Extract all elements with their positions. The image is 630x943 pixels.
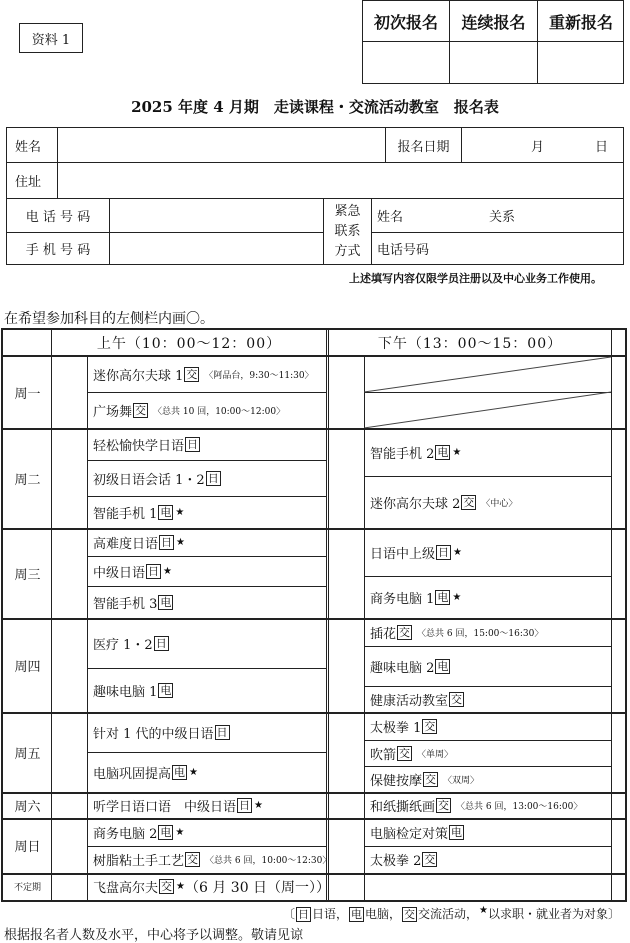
course-note: 〈单周〉 (417, 749, 454, 760)
pm-select-cell[interactable] (329, 766, 364, 792)
job-seeker-star-icon: ★ (254, 799, 263, 811)
course-name: 迷你高尔夫球 2 (370, 496, 461, 512)
category-tag-icon: 电 (437, 445, 449, 459)
emergency-label-2: 联系 (334, 223, 361, 239)
footer-note: 根据报名者人数及水平，中心将予以调整。敬请见谅 (4, 928, 304, 943)
reg-type-first: 初次报名 (373, 12, 438, 32)
name-input[interactable] (58, 128, 385, 162)
course-name: 广场舞 (93, 404, 133, 420)
course-name: 听学日语口语 中级日语 (93, 799, 237, 815)
course-name: 迷你高尔夫球 1 (93, 369, 184, 384)
no-class-slash (364, 357, 611, 428)
am-select-cell[interactable] (52, 668, 87, 712)
category-tag-icon: 交 (424, 719, 436, 733)
category-tag-icon: 日 (187, 437, 199, 451)
job-seeker-star-icon: ★ (175, 826, 185, 838)
category-tag-icon: 交 (187, 853, 199, 866)
address-label: 住址 (15, 175, 42, 190)
phone-label: 电 话 号 码 (25, 210, 91, 225)
course-item (93, 668, 324, 712)
category-tag-icon: 电 (160, 683, 172, 697)
course-name: 飞盘高尔夫 (93, 881, 159, 896)
job-seeker-star-icon: ★ (189, 766, 198, 778)
mobile-label: 手 机 号 码 (25, 243, 91, 258)
day-label: 周一 (14, 387, 41, 402)
am-select-cell[interactable] (52, 460, 87, 496)
category-tag-icon: 交 (161, 880, 173, 893)
category-tag-icon: 交 (424, 853, 436, 866)
date-label: 报名日期 (397, 139, 450, 155)
legend-star-text: 以求职・就业者为对象 (487, 907, 608, 921)
job-seeker-star-icon: ★ (452, 446, 462, 458)
course-item (93, 556, 324, 586)
course-item (93, 586, 324, 618)
address-input[interactable] (58, 163, 623, 198)
category-tag-icon: 电 (160, 825, 172, 839)
category-tag-icon: 交 (135, 403, 147, 417)
registration-type-table (362, 0, 624, 84)
pm-select-cell[interactable] (329, 818, 364, 846)
course-note: 〈总共 6 回，10:00～12:30〉 (205, 856, 332, 866)
pm-select-cell[interactable] (329, 618, 364, 646)
legend: 〔 日 日语， 电 电脑， 交 交流活动，★以求职・就业者为对象〕 (282, 905, 620, 921)
category-tag-icon: 日 (161, 535, 173, 549)
legend-star-icon: ★ (479, 905, 488, 916)
pm-select-cell[interactable] (329, 712, 364, 740)
course-name: 智能手机 3 (93, 596, 158, 612)
pm-select-cell[interactable] (329, 646, 364, 686)
pm-select-cell[interactable] (329, 792, 364, 818)
category-tag-icon: 电 (437, 659, 449, 673)
job-seeker-star-icon: ★ (176, 536, 185, 548)
am-select-cell[interactable] (52, 428, 87, 460)
doc-label-text: 资料 1 (31, 32, 71, 48)
personal-info-form (6, 127, 624, 265)
course-item (370, 618, 609, 646)
em-relation-label: 关系 (489, 210, 516, 225)
course-item (370, 528, 609, 576)
course-name: 趣味电脑 1 (93, 684, 158, 700)
course-name: 中级日语 (93, 565, 146, 581)
category-tag-icon: 交 (186, 368, 198, 381)
course-name: 插花 (370, 626, 397, 642)
job-seeker-star-icon: ★ (452, 591, 462, 603)
course-note: （6 月 30 日（周一）） (184, 879, 331, 896)
instruction-text: 在希望参加科目的左侧栏内画〇。 (4, 311, 214, 327)
am-select-cell[interactable] (52, 496, 87, 528)
emergency-label-1: 紧急 (334, 203, 361, 219)
category-tag-icon: 交 (425, 772, 437, 786)
em-name-label: 姓名 (377, 210, 404, 225)
course-item (93, 357, 324, 392)
category-tag-icon: 交 (399, 746, 411, 760)
course-name: 商务电脑 1 (370, 591, 435, 607)
am-select-cell[interactable] (52, 873, 87, 900)
category-tag-icon: 电 (160, 505, 172, 519)
course-item (93, 392, 324, 428)
reg-type-continue: 连续报名 (461, 12, 526, 32)
reg-first-checkbox[interactable] (363, 42, 449, 83)
category-tag-icon: 日 (155, 636, 167, 650)
course-item (93, 712, 324, 752)
course-name: 医疗 1・2 (93, 637, 153, 653)
emergency-contact-label (324, 199, 371, 264)
mobile-input[interactable] (110, 233, 323, 264)
course-name: 电脑检定对策 (370, 826, 449, 842)
course-item (370, 428, 609, 476)
course-note: 〈双周〉 (443, 775, 480, 786)
am-select-cell[interactable] (52, 556, 87, 586)
category-tag-icon: 交 (399, 625, 411, 639)
reg-continue-checkbox[interactable] (450, 42, 537, 83)
privacy-note: 上述填写内容仅限学员注册以及中心业务工作使用。 (349, 272, 602, 285)
course-item (93, 618, 324, 668)
course-item (370, 740, 609, 766)
day-label: 日 (595, 139, 609, 155)
category-tag-icon: 电 (160, 595, 172, 609)
am-select-cell[interactable] (52, 712, 87, 752)
course-name: 高难度日语 (93, 536, 159, 552)
course-item (93, 752, 324, 792)
category-tag-icon: 日 (207, 471, 219, 485)
course-item (370, 846, 609, 873)
page-title: 2025 年度 4 月期 走读课程・交流活动教室 报名表 (131, 97, 499, 116)
day-label: 周二 (14, 472, 41, 488)
am-select-cell[interactable] (52, 392, 87, 428)
day-label: 周五 (14, 746, 41, 762)
category-tag-icon: 日 (148, 564, 160, 578)
course-item (93, 528, 324, 556)
category-tag-icon: 电 (437, 590, 449, 604)
course-name: 商务电脑 2 (93, 826, 158, 842)
course-note: 〈中心〉 (481, 498, 518, 509)
am-select-cell[interactable] (52, 618, 87, 668)
course-item (93, 496, 324, 528)
pm-select-cell[interactable] (329, 428, 364, 476)
course-item (93, 792, 324, 818)
legend-text: 交流活动， (417, 907, 478, 921)
course-item (370, 712, 609, 740)
course-item (370, 686, 609, 712)
course-note: 〈阿品台，9:30～11:30〉 (204, 371, 314, 381)
course-item (370, 576, 609, 618)
category-tag-icon: 电 (451, 825, 463, 839)
am-select-cell[interactable] (52, 846, 87, 873)
category-tag-icon: 交 (463, 495, 475, 509)
day-label: 周三 (14, 567, 41, 583)
legend-text: 日语， (311, 907, 348, 921)
day-label: 不定期 (13, 883, 41, 893)
reg-rejoin-checkbox[interactable] (538, 42, 624, 83)
course-name: 趣味电脑 2 (370, 660, 435, 676)
pm-select-cell[interactable] (329, 476, 364, 528)
am-header: 上午（10：00～12：00） (96, 335, 282, 352)
phone-input[interactable] (110, 199, 323, 232)
slash-line (364, 392, 611, 428)
pm-header: 下午（13：00～15：00） (377, 335, 563, 352)
category-tag-icon: 交 (451, 692, 463, 706)
legend-tag-icon: 日 (297, 908, 309, 921)
legend-text: 电脑， (364, 907, 401, 921)
legend-tag-icon: 电 (350, 908, 362, 921)
job-seeker-star-icon: ★ (176, 881, 185, 892)
name-label: 姓名 (15, 139, 42, 155)
course-name: 太极拳 1 (370, 720, 422, 736)
course-name: 电脑巩固提高 (93, 766, 172, 782)
am-select-cell[interactable] (52, 586, 87, 618)
month-label: 月 (531, 139, 545, 155)
em-name-input[interactable] (372, 199, 623, 232)
pm-select-cell[interactable] (329, 686, 364, 712)
pm-select-cell[interactable] (329, 846, 364, 873)
category-tag-icon: 日 (239, 798, 251, 812)
category-tag-icon: 日 (438, 545, 450, 559)
category-tag-icon: 电 (174, 765, 186, 779)
am-select-cell[interactable] (52, 752, 87, 792)
course-item (370, 792, 609, 818)
course-name: 保健按摩 (370, 773, 423, 789)
category-tag-icon: 交 (438, 798, 450, 812)
course-item (93, 460, 324, 496)
course-item (93, 873, 331, 900)
course-item (370, 646, 609, 686)
course-item (93, 846, 332, 873)
course-name: 针对 1 代的中级日语 (93, 726, 214, 742)
day-label: 周日 (14, 840, 41, 855)
am-select-cell[interactable] (52, 528, 87, 556)
em-phone-input[interactable] (372, 233, 623, 264)
pm-select-cell[interactable] (329, 576, 364, 618)
emergency-label-3: 方式 (334, 243, 361, 259)
reg-type-rejoin: 重新报名 (548, 12, 613, 32)
doc-label (19, 23, 83, 53)
course-item (93, 428, 324, 460)
course-name: 吹箭 (370, 747, 397, 763)
course-name: 初级日语会话 1・2 (93, 472, 205, 488)
schedule-table (1, 328, 627, 902)
am-select-cell[interactable] (52, 792, 87, 818)
job-seeker-star-icon: ★ (453, 546, 462, 558)
course-name: 和纸撕纸画 (370, 799, 436, 815)
job-seeker-star-icon: ★ (163, 565, 172, 577)
day-label: 周四 (14, 659, 41, 675)
course-note: 〈总共 10 回，10:00～12:00〉 (153, 406, 286, 417)
course-note: 〈总共 6 回，15:00～16:30〉 (417, 628, 544, 639)
course-item (370, 476, 609, 528)
pm-select-cell[interactable] (329, 528, 364, 576)
pm-select-cell[interactable] (329, 740, 364, 766)
slash-line (364, 357, 611, 392)
em-phone-label: 电话号码 (377, 243, 430, 258)
course-name: 智能手机 2 (370, 446, 435, 462)
job-seeker-star-icon: ★ (175, 506, 185, 518)
day-label: 周六 (14, 799, 41, 815)
course-item (93, 818, 324, 846)
am-select-cell[interactable] (52, 818, 87, 846)
course-name: 轻松愉快学日语 (93, 438, 185, 454)
course-name: 智能手机 1 (93, 506, 158, 522)
course-item (370, 766, 609, 792)
category-tag-icon: 日 (216, 725, 228, 739)
course-name: 树脂粘土手工艺 (93, 854, 185, 869)
course-name: 太极拳 2 (370, 854, 422, 869)
course-note: 〈总共 6 回，13:00～16:00〉 (456, 801, 583, 812)
course-name: 日语中上级 (370, 546, 436, 562)
am-select-cell[interactable] (52, 357, 87, 392)
course-item (370, 818, 609, 846)
legend-tag-icon: 交 (403, 908, 415, 921)
course-name: 健康活动教室 (370, 693, 449, 709)
